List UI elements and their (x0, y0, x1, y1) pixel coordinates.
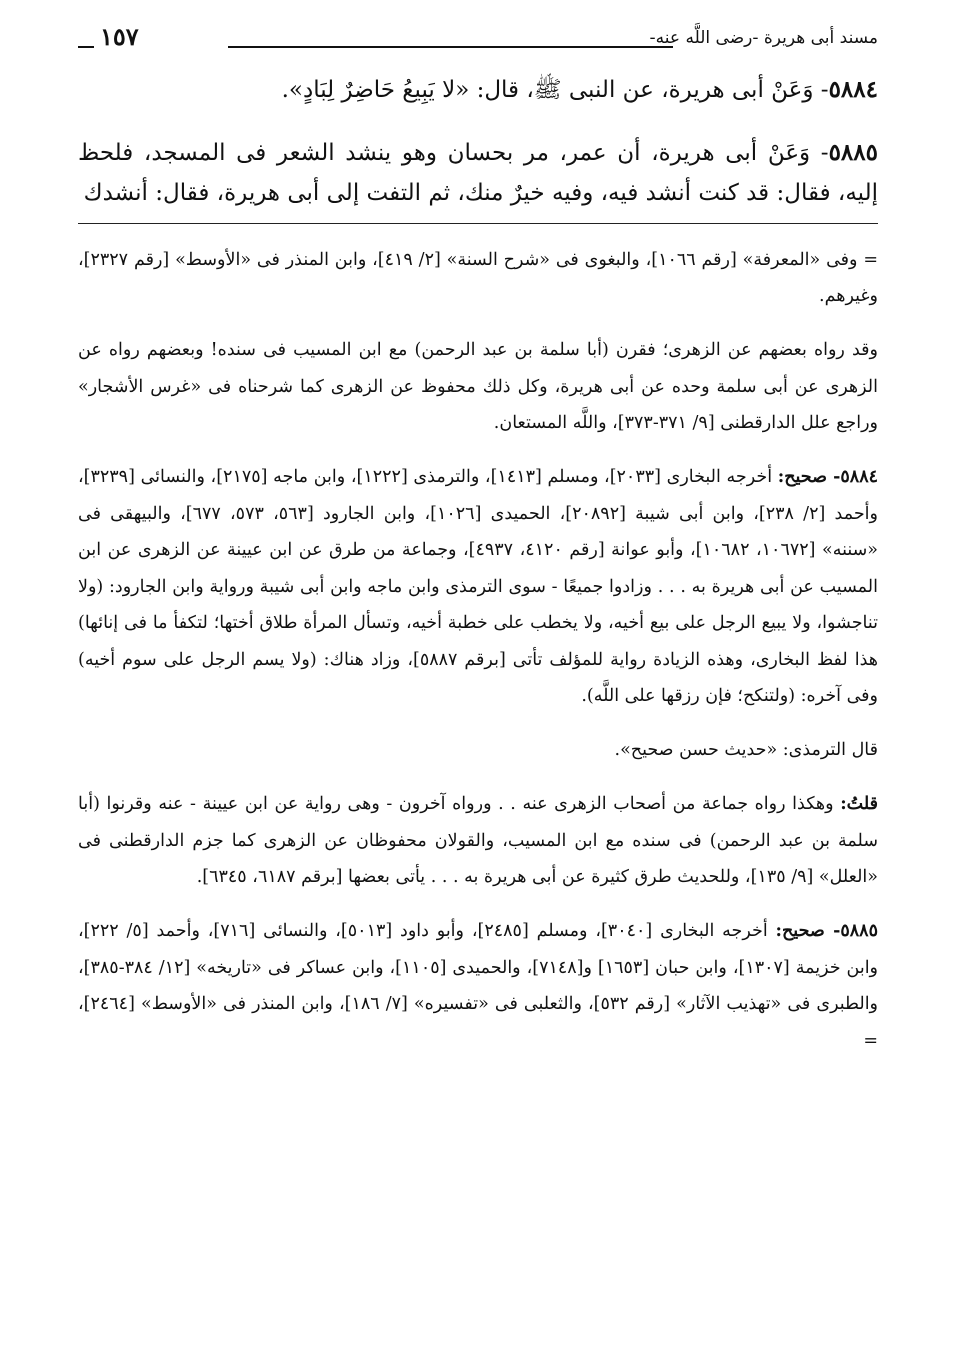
hadith-number: ٥٨٨٥ (828, 139, 878, 166)
hadith-text: - وَعَنْ أبى هريرة، أن عمر، مر بحسان وهو ينشد الشعر فى المسجد، فلحظ إليه، فقال: قد كنت أنشد فيه، وفيه خيرٌ منك، ثم التفت إلى أبى هريرة، فقال: أنشدك (78, 140, 878, 206)
footnote-tirmidhi (78, 732, 878, 769)
footnote-text: وهكذا رواه جماعة من أصحاب الزهرى عنه . . ورواه آخرون - وهى رواية عن ابن عيينة - عنه وقرنوا (أبا سلمة بن عبد الرحمن) فى سنده مع ابن المسيب، والقولان محفوظان عن الزهرى كما جزم الدارقطنى فى «العلل» [٩/ ١٣٥]، وللحديث طرق كثيرة عن أبى هريرة به . . . يأتى بعضها [برقم ٦١٨٧، ٦٣٤٥]. (78, 794, 878, 887)
running-title: مسند أبى هريرة -رضى اللَّه عنه- (649, 28, 878, 48)
footnote-5885 (78, 913, 878, 1059)
footnote-label: ٥٨٨٤- صحيح: (777, 467, 878, 487)
hadith-5884 (78, 70, 878, 110)
footnote-text: قال الترمذى: «حديث حسن صحيح». (614, 740, 878, 760)
footnote-text: أخرجه البخارى [٣٠٤٠]، ومسلم [٢٤٨٥]، وأبو داود [٥٠١٣]، والنسائى [٧١٦]، وأحمد [٥/ ٢٢٢]، وابن خزيمة [١٣٠٧]، وابن حبان [١٦٥٣] و[٧١٤٨]، والحميدى [١١٠٥]، وابن عساكر فى «تاريخه» [١٢/ ٣٨٤-٣٨٥]، والطبرى فى «تهذيب الآثار» [رقم ٥٣٢]، والثعلبى فى «تفسيره» [٧/ ١٨٦]، وابن المنذر فى «الأوسط» [٢٤٦٤]، = (78, 921, 879, 1051)
footnote-text: وقد رواه بعضهم عن الزهرى؛ فقرن (أبا سلمة بن عبد الرحمن) مع ابن المسيب فى سنده! وبعضهم رواه عن الزهرى عن أبى سلمة وحده عن أبى هريرة، وكل ذلك محفوظ عن الزهرى كما شرحناه فى «غرس الأشجار» وراجع علل الدارقطنى [٩/ ٣٧١-٣٧٣]، واللَّه المستعان. (78, 340, 878, 433)
page-number: ١٥٧ (100, 22, 139, 51)
hadith-5885 (78, 133, 878, 213)
footnote-label: قلتُ: (840, 794, 878, 814)
header-rule (228, 46, 673, 48)
page (78, 22, 878, 1059)
footnote-label: ٥٨٨٥- صحيح: (775, 921, 878, 941)
footnote-qultu (78, 786, 878, 896)
footnote-separator (78, 223, 878, 224)
page-number-dash (78, 46, 94, 48)
hadith-number: ٥٨٨٤ (828, 76, 878, 103)
page-header (78, 22, 878, 66)
hadith-text: - وَعَنْ أبى هريرة، عن النبى ﷺ، قال: «لا يَبِيعُ حَاضِرٌ لِبَادٍ». (281, 77, 829, 103)
footnote-paragraph (78, 332, 878, 442)
footnote-text: = وفى «المعرفة» [رقم ١٠٦٦]، والبغوى فى «شرح السنة» [٢/ ٤١٩]، وابن المنذر فى «الأوسط» [رقم ٢٣٢٧]، وغيرهم. (78, 249, 878, 306)
footnote-5884 (78, 459, 878, 715)
footnote-continuation (78, 242, 878, 315)
footnote-text: أخرجه البخارى [٢٠٣٣]، ومسلم [١٤١٣]، والترمذى [١٢٢٢]، وابن ماجه [٢١٧٥]، والنسائى [٣٢٣٩]، وأحمد [٢/ ٢٣٨]، وابن أبى شيبة [٢٠٨٩٢]، الحميدى [١٠٢٦]، وابن الجارود [٥٦٣، ٥٧٣، ٦٧٧]، والبيهقى فى «سننه» [١٠٦٧٢، ١٠٦٨٢]، وأبو عوانة [رقم ٤١٢٠، ٤٩٣٧]، وجماعة من طرق عن ابن عيينة عن الزهرى عن ابن المسيب عن أبى هريرة به . . . وزادوا جميعًا - سوى الترمذى وابن ماجه وابن أبى شيبة ورواية وابن الجارود: (ولا تناجشوا، ولا يبيع الرجل على بيع أخيه، ولا يخطب على خطبة أخيه، وتسأل المرأة طلاق أختها؛ لتكفأ ما فى إنائها) هذا لفظ البخارى، وهذه الزيادة رواية للمؤلف تأتى [برقم ٥٨٨٧]، وزاد هناك: (ولا يسم الرجل على سوم أخيه) وفى آخره: (ولتنكح؛ فإن رزقها على اللَّه). (78, 467, 879, 706)
